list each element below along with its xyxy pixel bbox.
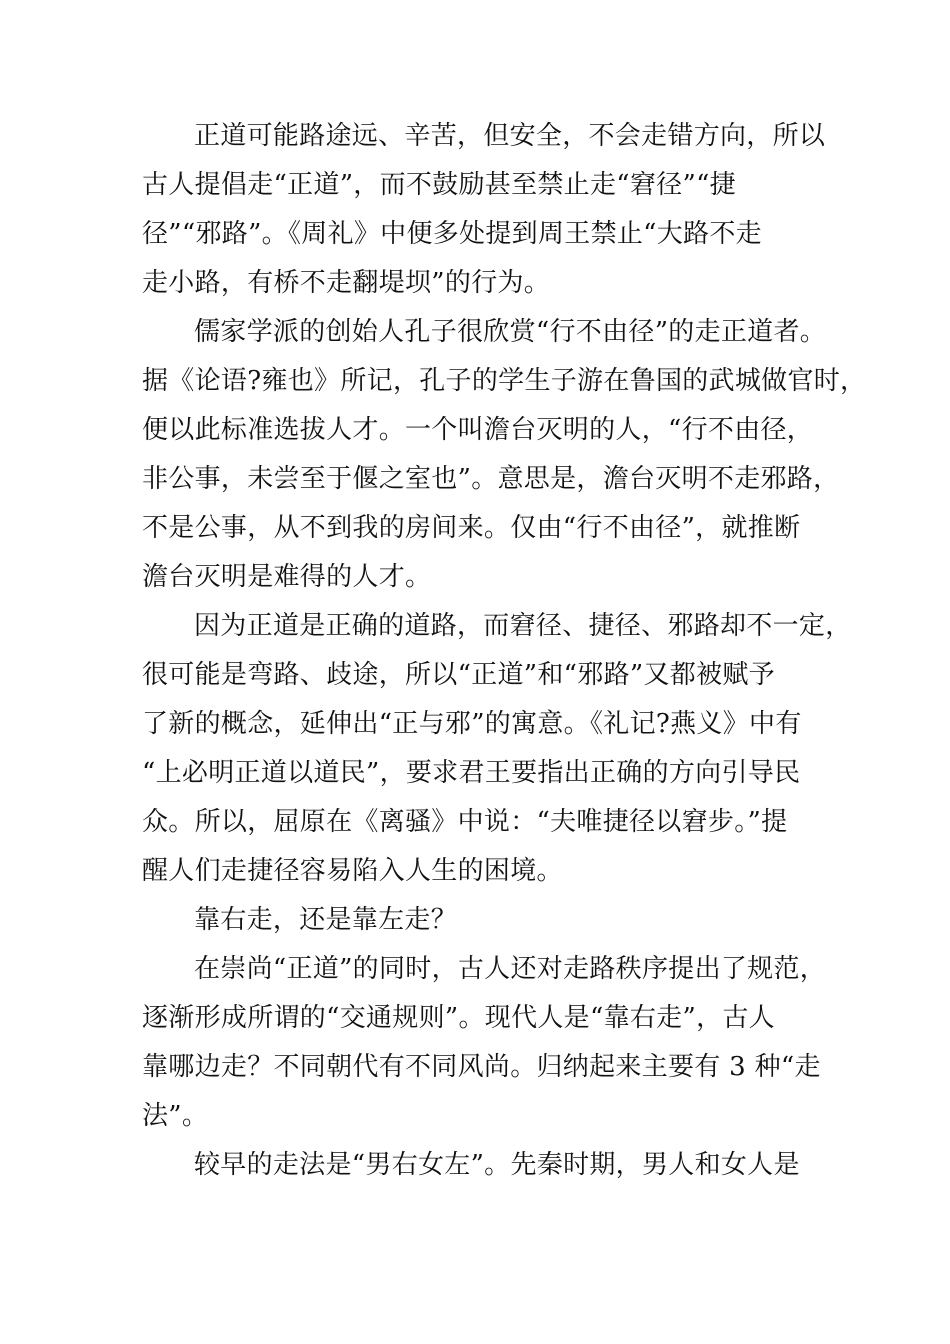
text-line: 据《论语?雍也》所记，孔子的学生子游在鲁国的武城做官时， [142, 366, 867, 396]
text-line: 醒人们走捷径容易陷入人生的困境。 [142, 856, 563, 886]
text-line: 很可能是弯路、歧途，所以“正道”和“邪路”又都被赋予 [142, 660, 775, 690]
text-line: 逐渐形成所谓的“交通规则”。现代人是“靠右走”，古人 [142, 1003, 775, 1033]
body-text [142, 112, 867, 1190]
text-line: 因为正道是正确的道路，而窘径、捷径、邪路却不一定， [194, 611, 852, 641]
text-line: 非公事，未尝至于偃之室也”。意思是，澹台灭明不走邪路， [142, 464, 840, 494]
text-line: 走小路，有桥不走翻堤坝”的行为。 [142, 268, 551, 298]
text-line: 古人提倡走“正道”，而不鼓励甚至禁止走“窘径”“捷 [142, 170, 736, 200]
text-line: 正道可能路途远、辛苦，但安全，不会走错方向，所以 [194, 121, 826, 151]
text-line: 靠哪边走？不同朝代有不同风尚。归纳起来主要有 3 种“走 [142, 1052, 821, 1082]
text-line: 在崇尚“正道”的同时，古人还对走路秩序提出了规范， [194, 954, 827, 984]
text-line: 儒家学派的创始人孔子很欣赏“行不由径”的走正道者。 [194, 317, 827, 347]
text-line: 较早的走法是“男右女左”。先秦时期，男人和女人是 [194, 1150, 800, 1180]
text-line: “上必明正道以道民”，要求君王要指出正确的方向引导民 [142, 758, 801, 788]
section-heading: 靠右走，还是靠左走？ [194, 905, 458, 935]
text-line: 众。所以，屈原在《离骚》中说：“夫唯捷径以窘步。”提 [142, 807, 788, 837]
text-line: 不是公事，从不到我的房间来。仅由“行不由径”，就推断 [142, 513, 801, 543]
text-line: 径”“邪路”。《周礼》中便多处提到周王禁止“大路不走 [142, 219, 762, 249]
text-line: 了新的概念，延伸出“正与邪”的寓意。《礼记?燕义》中有 [142, 709, 802, 739]
text-line: 澹台灭明是难得的人才。 [142, 562, 432, 592]
text-line: 便以此标准选拔人才。一个叫澹台灭明的人，“行不由径， [142, 415, 814, 445]
text-line: 法”。 [142, 1101, 209, 1131]
